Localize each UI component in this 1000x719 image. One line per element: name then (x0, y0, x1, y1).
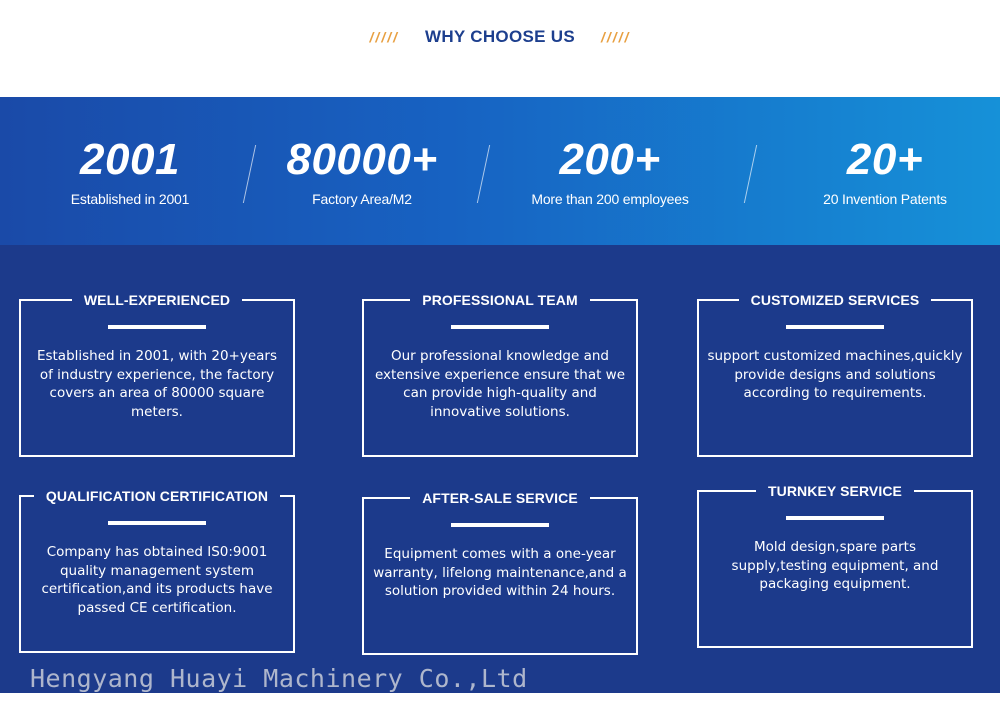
stat-value: 20+ (846, 135, 924, 184)
card-underline (108, 521, 206, 525)
decorative-slashes-left: ///// (369, 29, 399, 45)
stat-factory-area (262, 97, 462, 207)
card-body: Established in 2001, with 20+years of industry experience, the factory covers an area of 80000 square meters. (36, 348, 278, 420)
stat-divider (477, 145, 490, 203)
stat-caption: Factory Area/M2 (312, 191, 412, 207)
stat-value: 200+ (559, 135, 661, 184)
header-section (0, 0, 1000, 97)
card-underline (786, 516, 884, 520)
card-title: PROFESSIONAL TEAM (410, 291, 589, 309)
stat-established (30, 97, 230, 207)
card-title: QUALIFICATION CERTIFICATION (34, 487, 280, 505)
section-title: WHY CHOOSE US (425, 27, 575, 46)
stats-band (0, 97, 1000, 245)
decorative-slashes-right: ///// (601, 29, 631, 45)
stat-caption: More than 200 employees (531, 191, 689, 207)
section-title-row (0, 24, 1000, 50)
card-turnkey-service (697, 483, 973, 648)
card-title: TURNKEY SERVICE (756, 482, 914, 500)
card-body: Our professional knowledge and extensive experience ensure that we can provide high-quality and innovative solutions. (374, 348, 626, 420)
stat-value: 80000+ (286, 135, 438, 184)
card-underline (786, 325, 884, 329)
stat-employees (505, 97, 715, 207)
card-body: Company has obtained IS0:9001 quality management system certification,and its products have passed CE certification. (41, 544, 273, 616)
stat-caption: 20 Invention Patents (823, 191, 947, 207)
company-watermark: Hengyang Huayi Machinery Co.,Ltd (30, 664, 528, 693)
card-well-experienced (19, 292, 295, 457)
card-title: WELL-EXPERIENCED (72, 291, 242, 309)
stat-divider (744, 145, 757, 203)
card-after-sale-service (362, 490, 638, 655)
card-underline (451, 523, 549, 527)
card-customized-services (697, 292, 973, 457)
card-underline (451, 325, 549, 329)
stat-value: 2001 (80, 135, 180, 184)
card-professional-team (362, 292, 638, 457)
stat-caption: Established in 2001 (70, 191, 190, 207)
card-title: AFTER-SALE SERVICE (410, 489, 590, 507)
card-title: CUSTOMIZED SERVICES (739, 291, 932, 309)
services-section (0, 245, 1000, 693)
card-body: Mold design,spare parts supply,testing equipment, and packaging equipment. (731, 539, 939, 592)
stat-divider (243, 145, 256, 203)
card-body: support customized machines,quickly provide designs and solutions according to requirements. (707, 348, 963, 401)
card-qualification-certification (19, 488, 295, 653)
stat-patents (785, 97, 985, 207)
card-body: Equipment comes with a one-year warranty, lifelong maintenance,and a solution provided within 24 hours. (373, 546, 627, 599)
card-underline (108, 325, 206, 329)
